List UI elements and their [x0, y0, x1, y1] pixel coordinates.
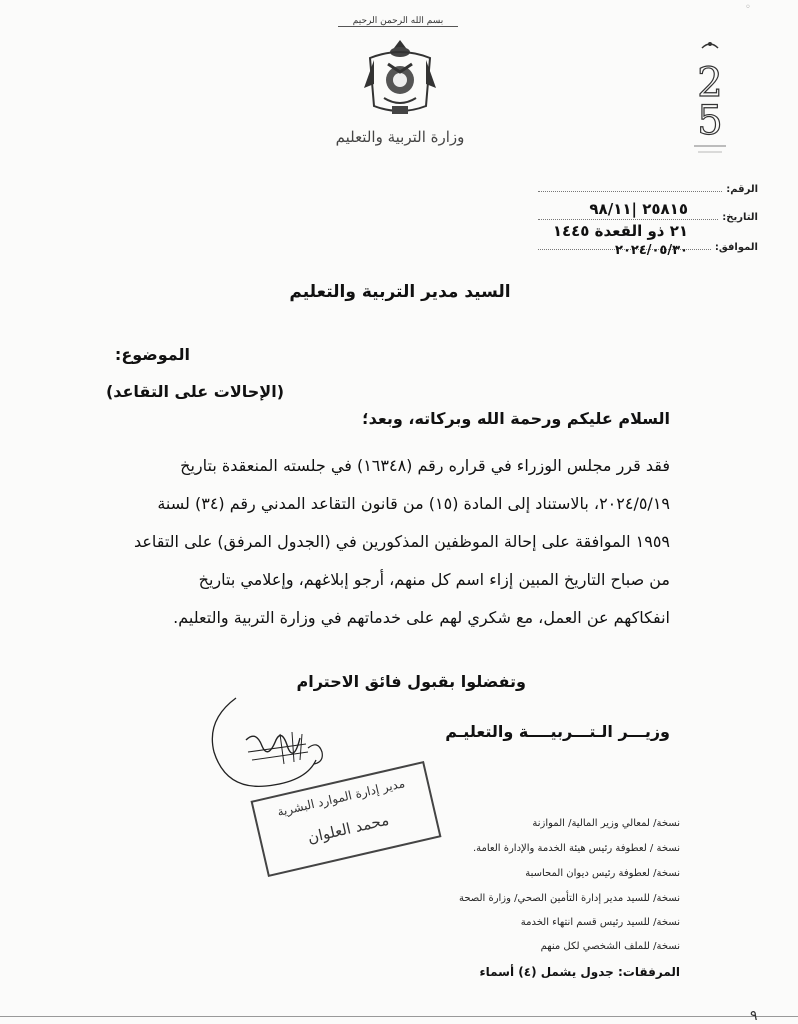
corner-mark: ◦: [745, 2, 751, 13]
body-line: من صباح التاريخ المبين إزاء اسم كل منهم، أرجو إبلاغهم، وإعلامي بتاريخ: [198, 570, 670, 589]
copy-recipient: نسخة / لعطوفة رئيس هيئة الخدمة والإدارة العامة.: [472, 843, 680, 854]
stamp-title: مدير إدارة الموارد البشرية: [275, 776, 407, 820]
stamp-name: محمد العلوان: [305, 810, 391, 847]
subject-label: الموضوع:: [114, 345, 190, 364]
ref-dotted-line: [538, 184, 722, 192]
addressee: السيد مدير التربية والتعليم: [289, 282, 511, 302]
ministry-name: وزارة التربية والتعليم: [335, 128, 465, 146]
ref-number-value: ٢٥٨١٥ |٩٨/١١: [589, 200, 688, 218]
copy-recipient: نسخة/ للسيد رئيس قسم انتهاء الخدمة: [520, 917, 680, 928]
svg-text:2: 2: [697, 60, 723, 106]
copy-recipient: نسخة/ للسيد مدير إدارة التأمين الصحي/ وزارة الصحة: [458, 893, 680, 904]
body-line: فقد قرر مجلس الوزراء في قراره رقم (١٦٣٤٨) في جلسته المنعقدة بتاريخ: [180, 456, 670, 475]
attachments-note: المرفقات: جدول يشمل (٤) أسماء: [479, 965, 680, 979]
subject-text: (الإحالات على التقاعد): [105, 382, 284, 401]
body-line: انفكاكهم عن العمل، مع شكري لهم على خدماتهم في وزارة التربية والتعليم.: [173, 608, 670, 627]
ref-date-label: التاريخ:: [722, 212, 758, 223]
ref-gregorian-date: ٢٠٢٤/٠٥/٣٠: [615, 243, 688, 258]
ref-number-label: الرقم:: [726, 184, 758, 195]
basmala-text: بسم الله الرحمن الرحيم: [338, 16, 458, 27]
copy-recipient: نسخة/ لعطوفة رئيس ديوان المحاسبة: [525, 868, 680, 879]
svg-text:5: 5: [697, 98, 723, 144]
page-number: ٩: [750, 1008, 758, 1024]
copy-recipient: نسخة/ لمعالي وزير المالية/ الموازنة: [532, 818, 680, 829]
coat-of-arms-emblem: [360, 36, 440, 120]
ref-hijri-date: ٢١ ذو القعدة ١٤٤٥: [552, 222, 688, 240]
copy-recipient: نسخة/ للملف الشخصي لكل منهم: [540, 941, 680, 952]
bottom-divider: [0, 1016, 798, 1017]
jubilee-25-logo: [680, 38, 740, 158]
body-line: ٢٠٢٤/٥/١٩، بالاستناد إلى المادة (١٥) من قانون التقاعد المدني رقم (٣٤) لسنة: [157, 494, 670, 513]
body-line: ١٩٥٩ الموافقة على إحالة الموظفين المذكورين في (الجدول المرفق) على التقاعد: [133, 532, 670, 551]
greeting: السلام عليكم ورحمة الله وبركاته، وبعد؛: [362, 409, 670, 428]
ref-gregorian-label: الموافق:: [714, 242, 758, 253]
closing-phrase: وتفضلوا بقبول فائق الاحترام: [296, 672, 526, 691]
ref-dotted-line: [538, 212, 718, 220]
ref-number-row: [538, 184, 758, 195]
minister-title: وزيـــر الـتـــربيــــة والتعليـم: [445, 722, 670, 741]
